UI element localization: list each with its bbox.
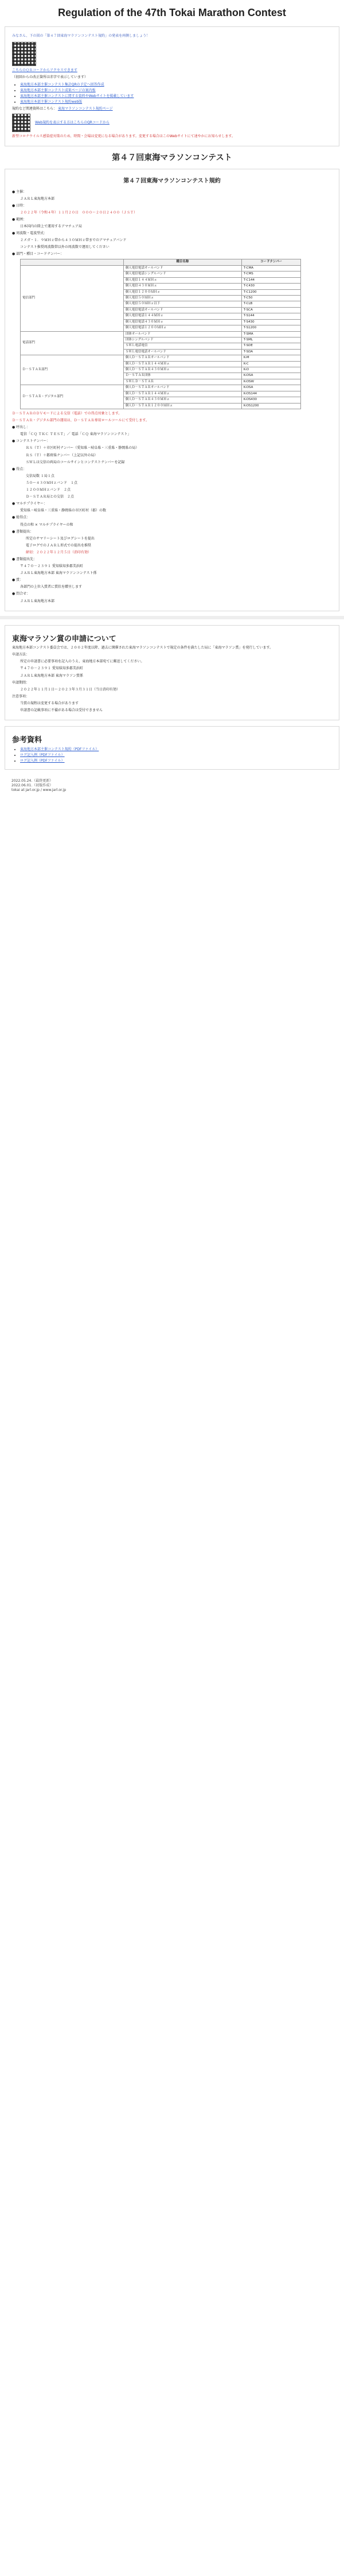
code-cell: K-D <box>241 367 300 373</box>
log-item: 所定のサマリーシート及びログシートを提出 <box>26 536 95 541</box>
footer-line: 2022.06.01.（初版作成） <box>11 783 53 788</box>
table-row <box>21 265 301 271</box>
ref-item[interactable]: • 東海地方本部主催コンテスト規約（PDFファイル） <box>20 747 332 752</box>
ref-item[interactable]: • ログ記入例（PDFファイル） <box>20 753 332 758</box>
covid-notice: 新型コロナウイルス感染症対策のため、時間・会場は変更になる場合があります。変更する場合はこのWebサイトにて速やかにお知らせします。 <box>12 134 235 139</box>
contact-row <box>12 107 332 111</box>
event-cell: 個人Ｄ－ＳＴＡＲオールバンド <box>123 355 241 361</box>
org-row: ● 主催： <box>12 189 27 194</box>
score-item: ５０～４３０ＭＨｚバンド １点 <box>26 480 78 485</box>
table-header: 種目名称 <box>123 259 241 265</box>
red-note: Ｄ－ＳＴＡＲのＤＶモードによる交信（電話）での得点対象とします。 <box>12 412 122 416</box>
table-row <box>21 331 301 337</box>
award-addr: 〒４７０－２３９１ 愛知県知多郡美浜町 <box>20 666 83 671</box>
code-cell: K-M <box>241 355 300 361</box>
code-cell: T-C430 <box>241 284 300 289</box>
contest-title: 第４７回東海マラソンコンテスト <box>112 153 232 162</box>
event-cell: Ｄ－ＳＴＡＲ団体 <box>123 373 241 379</box>
footer-line: tokai at jarl.or.jp / www.jarl.or.jp <box>11 788 67 793</box>
code-cell: K-DS144 <box>241 391 300 397</box>
exchange-item: ＲＳ（Ｔ）＋都府県ナンバー（上記以外の局） <box>26 453 98 457</box>
log-item: 締切：２０２２年１２月５日（消印有効） <box>26 550 92 554</box>
code-cell: K-DS1200 <box>241 403 300 409</box>
award-note: 当賞の規程は変更する場合があります <box>20 701 79 705</box>
code-cell: K-DSW <box>241 379 300 385</box>
rules-section <box>5 169 339 611</box>
department-cell: 電話部門 <box>21 331 124 355</box>
event-cell: 個人Ｄ－ＳＴＡＲ１４４ＭＨｚ <box>123 391 241 397</box>
code-cell: T-SDA <box>241 349 300 355</box>
contact-link[interactable]: 東海マラソンコンテスト規約ページ <box>57 106 113 111</box>
event-cell: 個人電信電話オールバンド <box>123 307 241 313</box>
contact-info-value: ＪＡＲＬ東海地方本部 <box>20 599 55 603</box>
qr-code-icon[interactable] <box>12 42 36 66</box>
ref-item[interactable]: • ログ記入例（PDFファイル） <box>20 759 332 763</box>
qr-row <box>12 42 332 66</box>
code-cell: T-SDE <box>241 343 300 349</box>
score-item: 交信局数 １局１点 <box>26 474 54 478</box>
event-cell: 個人Ｄ－ＳＴＡＲ４３０ＭＨｚ <box>123 367 241 373</box>
band-item: ２メガ・１．９ＭＨｚ帯から４３０ＭＨｚ帯までのアマチュアバンド <box>20 238 127 243</box>
apply-value: 所定の申請書に必要事項を記入のうえ、東海地方本部宛てに郵送してください。 <box>20 659 144 664</box>
call-row: ● 呼出し： <box>12 425 30 430</box>
event-cell: 個人電信電話４３０ＭＨｚ <box>123 319 241 325</box>
total-row: ● 総得点： <box>12 515 30 520</box>
category-table <box>20 259 301 409</box>
department-cell: 電信部門 <box>21 265 124 331</box>
code-cell: T-SMA <box>241 331 300 337</box>
multi-row: ● マルチプライヤー： <box>12 502 47 506</box>
footer <box>0 775 344 800</box>
multi-value: 愛知県・岐阜県・三重県・静岡県の市区町村（郡）の数 <box>20 509 107 513</box>
date-row: ● 日時： <box>12 203 27 208</box>
contact-label: 規約など関連資料はこちら： <box>12 106 57 111</box>
code-cell: T-CLB <box>241 301 300 307</box>
band-item: コンテスト推奨周波数帯以外の周波数で運用してください <box>20 245 110 250</box>
call-value: 電信「ＣＱ ＴＫＣ ＴＥＳＴ」／ 電話「ＣＱ 東海マラソンコンテスト」 <box>20 432 131 437</box>
code-cell: T-S144 <box>241 313 300 319</box>
intro-bullet[interactable]: • 東海地方本部主催コンテスト規約web版 <box>20 100 332 104</box>
code-cell: K-DSA <box>241 373 300 379</box>
period-label: 申請期間： <box>12 680 30 685</box>
code-cell: T-CMA <box>241 265 300 271</box>
event-cell: 個人電信電話１４４ＭＨｚ <box>123 313 241 319</box>
event-cell: 個人Ｄ－ＳＴＡＲ１４４ＭＨｚ <box>123 361 241 367</box>
event-cell: 個人電信５０ＭＨｚ以下 <box>123 301 241 307</box>
intro-bullets <box>12 83 332 104</box>
event-cell: 個人電信電話１２００ＭＨｚ <box>123 325 241 331</box>
prize-row: ● 賞： <box>12 578 24 583</box>
addr-to: ＪＡＲＬ東海地方本部 東海マラソンコンテスト係 <box>20 571 97 576</box>
code-cell: T-SCA <box>241 307 300 313</box>
award-notes-label: 注意事項： <box>12 694 30 699</box>
event-cell: 個人電信４３０ＭＨｚ <box>123 284 241 289</box>
exchange-item: ＳＷＬは交信の両局のコールサインとコンテストナンバーを記録 <box>26 460 125 464</box>
code-cell: T-C1200 <box>241 289 300 295</box>
event-cell: 個人Ｄ－ＳＴＡＲオールバンド <box>123 385 241 391</box>
table-header <box>21 259 124 265</box>
refs-list <box>12 747 332 763</box>
log-row: ● 書類提出： <box>12 529 34 534</box>
page <box>0 0 344 800</box>
area-row: ● 範囲： <box>12 217 27 222</box>
code-cell: T-S1200 <box>241 325 300 331</box>
event-cell: 団体オールバンド <box>123 331 241 337</box>
award-note: 申請書の記載事項に不備がある場合は受付できません <box>20 708 103 713</box>
code-cell: T-CMS <box>241 271 300 277</box>
categories-row: ● 部門・種目・コードナンバー： <box>12 252 64 257</box>
date-value: ２０２２年（令和４年）１１月２０日 ０００～２０日２４００（ＪＳＴ） <box>20 210 138 215</box>
divider <box>0 616 344 619</box>
exchange-item: ＲＳ（Ｔ）＋市区町村ナンバー（愛知県・岐阜県・三重県・静岡県の局） <box>26 446 139 451</box>
qr2-caption[interactable]: Web規約を表示する方はこちらのQRコードから <box>35 121 110 125</box>
event-cell: ＳＷＬ電話電信 <box>123 343 241 349</box>
event-cell: 個人電信１２００ＭＨｚ <box>123 289 241 295</box>
score-item: １２００ＭＨｚバンド ２点 <box>26 488 71 492</box>
event-cell: 個人Ｄ－ＳＴＡＲ４３０ＭＨｚ <box>123 397 241 403</box>
event-cell: ＳＷＬ電信電話オールバンド <box>123 349 241 355</box>
code-cell: T-C50 <box>241 296 300 301</box>
department-cell: Ｄ－ＳＴＡＲ・デジタル部門 <box>21 385 124 409</box>
addr-value: 〒４７０－２３９１ 愛知県知多郡美浜町 <box>20 564 83 569</box>
score-row: ● 得点： <box>12 467 27 471</box>
refs-title: 参考資料 <box>12 735 42 744</box>
event-cell: 個人電信５０ＭＨｚ <box>123 296 241 301</box>
award-body: 東海地方本部コンテスト委員会では、２００２年度以降、過去に開催された東海マラソンコンテストで規定の条件を満たした局に「東海マラソン賞」を発行しています。 <box>12 646 273 650</box>
addr-row: ● 書類提出先： <box>12 557 37 561</box>
department-cell: Ｄ－ＳＴＡＲ部門 <box>21 355 124 385</box>
intro-text: みなさん、下の図の「第４７回東海マラソンコンテスト規約」の発表を両側しましょう！ <box>12 34 150 38</box>
code-cell: K-C <box>241 361 300 367</box>
bands-row: ● 周波数・電波型式： <box>12 231 48 236</box>
intro-section <box>5 26 339 146</box>
log-item: 電子ログでのＪＡＲＬ形式での提出を推奨 <box>26 543 92 548</box>
rules-title: 第４７回東海マラソンコンテスト規約 <box>123 178 221 185</box>
qr-caption[interactable]: こちらのＱＲコードからアクセスできます <box>12 68 77 73</box>
period-value: ２０２２年１１月１日～２０２３年３月３１日（当日消印有効） <box>20 687 120 692</box>
footer-line: 2022.05.24.（最終更新） <box>11 778 53 783</box>
intro-bullet[interactable]: • 東海地方本部主催コンテスト成果ページの案内板 <box>20 88 332 93</box>
page-title: Regulation of the 47th Tokai Marathon Contest <box>58 7 286 18</box>
qr2-row <box>12 114 332 132</box>
intro-bullet[interactable]: • 東海地方本部主催コンテストに関する資料やWebサイトを掲載しています <box>20 94 332 99</box>
event-cell: 個人電信１４４ＭＨｚ <box>123 277 241 283</box>
table-row <box>21 355 301 361</box>
code-cell: T-SML <box>241 337 300 343</box>
prize-value: 各部門の上位入賞者に賞状を贈呈します <box>20 585 83 589</box>
intro-bullet[interactable]: • 東海地方本部主催コンテスト集計QRの予定へ回答作成 <box>20 83 332 87</box>
category-table-body <box>21 265 301 409</box>
refs-section <box>5 726 339 770</box>
total-value: 得点の和 × マルチプライヤーの和 <box>20 522 73 527</box>
event-cell: 団体シングルバンド <box>123 337 241 343</box>
award-addr-to: ＪＡＲＬ東海地方本部 東海マラソン賞係 <box>20 673 83 678</box>
qr-code-icon[interactable] <box>12 114 30 132</box>
red-note: Ｄ－ＳＴＡＲ・デジタル部門の運用は、Ｄ－ＳＴＡＲ専用ロールコールにて受付します。 <box>12 418 149 423</box>
event-cell: 個人電信電話オールバンド <box>123 265 241 271</box>
event-cell: 個人Ｄ－ＳＴＡＲ１２００ＭＨｚ <box>123 403 241 409</box>
event-cell: ＳＷＬＤ－ＳＴＡＲ <box>123 379 241 385</box>
score-item: Ｄ－ＳＴＡＲ局との交信 ２点 <box>26 495 75 499</box>
table-row <box>21 385 301 391</box>
award-title: 東海マラソン賞の申請について <box>12 634 116 643</box>
exchange-row: ● コンテストナンバー： <box>12 439 50 444</box>
code-cell: K-DSA <box>241 385 300 391</box>
org-value: ＪＡＲＬ東海地方本部 <box>20 196 55 201</box>
code-cell: T-S430 <box>241 319 300 325</box>
code-cell: T-C144 <box>241 277 300 283</box>
table-header: コードナンバー <box>241 259 300 265</box>
contact-info-row: ● 問合せ： <box>12 592 30 596</box>
notes-label: （初回からの改正箇所は赤字で表示しています） <box>12 75 88 80</box>
apply-label: 申請方法： <box>12 653 30 657</box>
code-cell: K-DS430 <box>241 397 300 403</box>
event-cell: 個人電信電話シングルバンド <box>123 271 241 277</box>
area-value: 日本国内の陸上で運用するアマチュア局 <box>20 224 82 228</box>
award-section <box>5 625 339 720</box>
